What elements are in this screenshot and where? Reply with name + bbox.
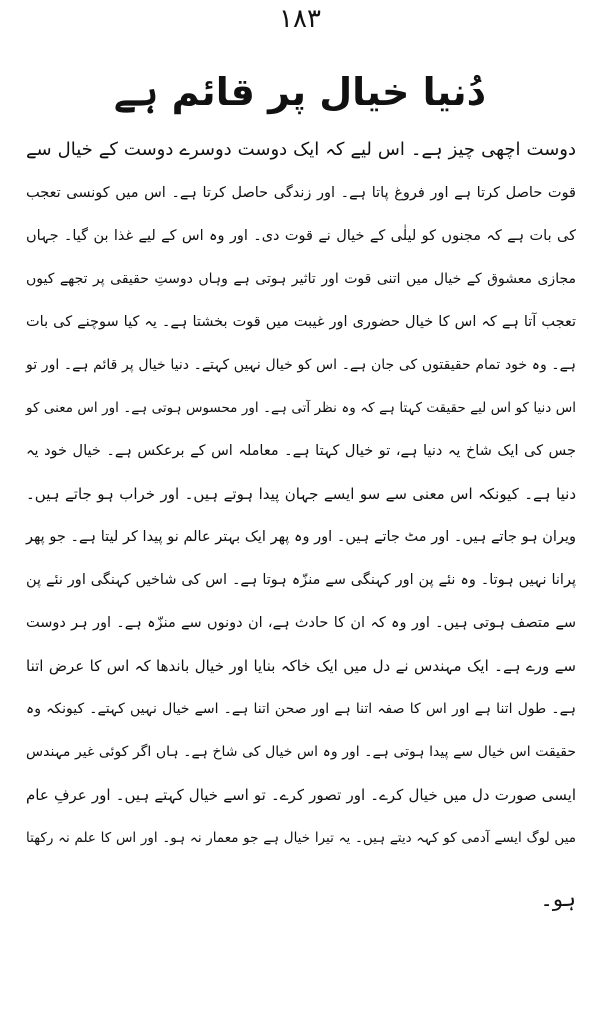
- text-line: میں لوگ ایسے آدمی کو کہہ دیتے ہیں۔ یہ تیرا خیال ہے جو معمار نہ ہو۔ اور اس کا علم نہ رکھتا: [26, 830, 576, 846]
- page-number: ۱۸۳: [279, 4, 321, 34]
- text-line: اس دنیا کو اس لیے حقیقت کہتا ہے کہ وہ نظر آتی ہے۔ اور محسوس ہوتی ہے۔ اور اس معنی کو: [26, 400, 576, 416]
- text-line: قوت حاصل کرتا ہے اور فروغ پاتا ہے۔ اور زندگی حاصل کرتا ہے۔ اس میں کونسی تعجب: [26, 185, 576, 201]
- text-line: ویران ہو جاتے ہیں۔ اور مٹ جاتے ہیں۔ اور وہ پھر ایک بہتر عالم نو پیدا کر لیتا ہے۔ جو پھر: [26, 529, 576, 545]
- chapter-heading: دُنیا خیال پر قائم ہے: [113, 70, 487, 114]
- text-line: ایسی صورت دل میں خیال کرے۔ اور تصور کرے۔ تو اسے خیال کہتے ہیں۔ اور عرفِ عام: [26, 786, 576, 804]
- text-line: حقیقت اس خیال سے پیدا ہوتی ہے۔ اور وہ اس خیال کی شاخ ہے۔ ہاں اگر کوئی غیر مہندس: [26, 744, 576, 760]
- text-line: ہے۔ طول اتنا ہے اور اس کا صفہ اتنا ہے اور صحن اتنا ہے۔ اسے خیال نہیں کہتے۔ کیونکہ وہ: [26, 701, 576, 717]
- text-line: تعجب آتا ہے کہ اس کا خیال حضوری اور غیبت میں قوت بخشتا ہے۔ یہ کیا سوچنے کی بات: [26, 314, 576, 330]
- text-line: پرانا نہیں ہوتا۔ وہ نئے پن اور کہنگی سے منزّہ ہوتا ہے۔ اس کی شاخیں کہنگی اور نئے پن: [26, 572, 576, 588]
- text-line: کی بات ہے کہ مجنوں کو لیلٰی کے خیال نے قوت دی۔ اور وہ اس کے لیے غذا بن گیا۔ جہاں: [26, 228, 576, 244]
- text-line: سے متصف ہوتی ہیں۔ اور وہ کہ ان کا حادث ہے، ان دونوں سے منزّہ ہے۔ اور ہر دوست: [26, 615, 576, 631]
- text-line: جس کی ایک شاخ یہ دنیا ہے، تو خیال کہتا ہے۔ معاملہ اس کے برعکس ہے۔ خیال خود یہ: [26, 443, 576, 459]
- text-line-last: ہو۔: [540, 887, 576, 911]
- text-line: سے ورے ہے۔ ایک مہندس نے دل میں ایک خاکہ بنایا اور خیال باندھا کہ اس کا عرض اتنا: [26, 657, 576, 675]
- text-line: ہے۔ وہ خود تمام حقیقتوں کی جان ہے۔ اس کو خیال نہیں کہتے۔ دنیا خیال پر قائم ہے۔ اور تو: [26, 357, 576, 373]
- text-line: دنیا ہے۔ کیونکہ اس معنی سے سو ایسے جہان پیدا ہوتے ہیں۔ اور خراب ہو جاتے ہیں۔: [26, 485, 576, 503]
- text-line: دوست اچھی چیز ہے۔ اس لیے کہ ایک دوست دوسرے دوست کے خیال سے: [26, 139, 576, 160]
- text-line: مجازی معشوق کے خیال میں اتنی قوت اور تاثیر ہوتی ہے وہاں دوستِ حقیقی پر تجھے کیوں: [26, 271, 576, 287]
